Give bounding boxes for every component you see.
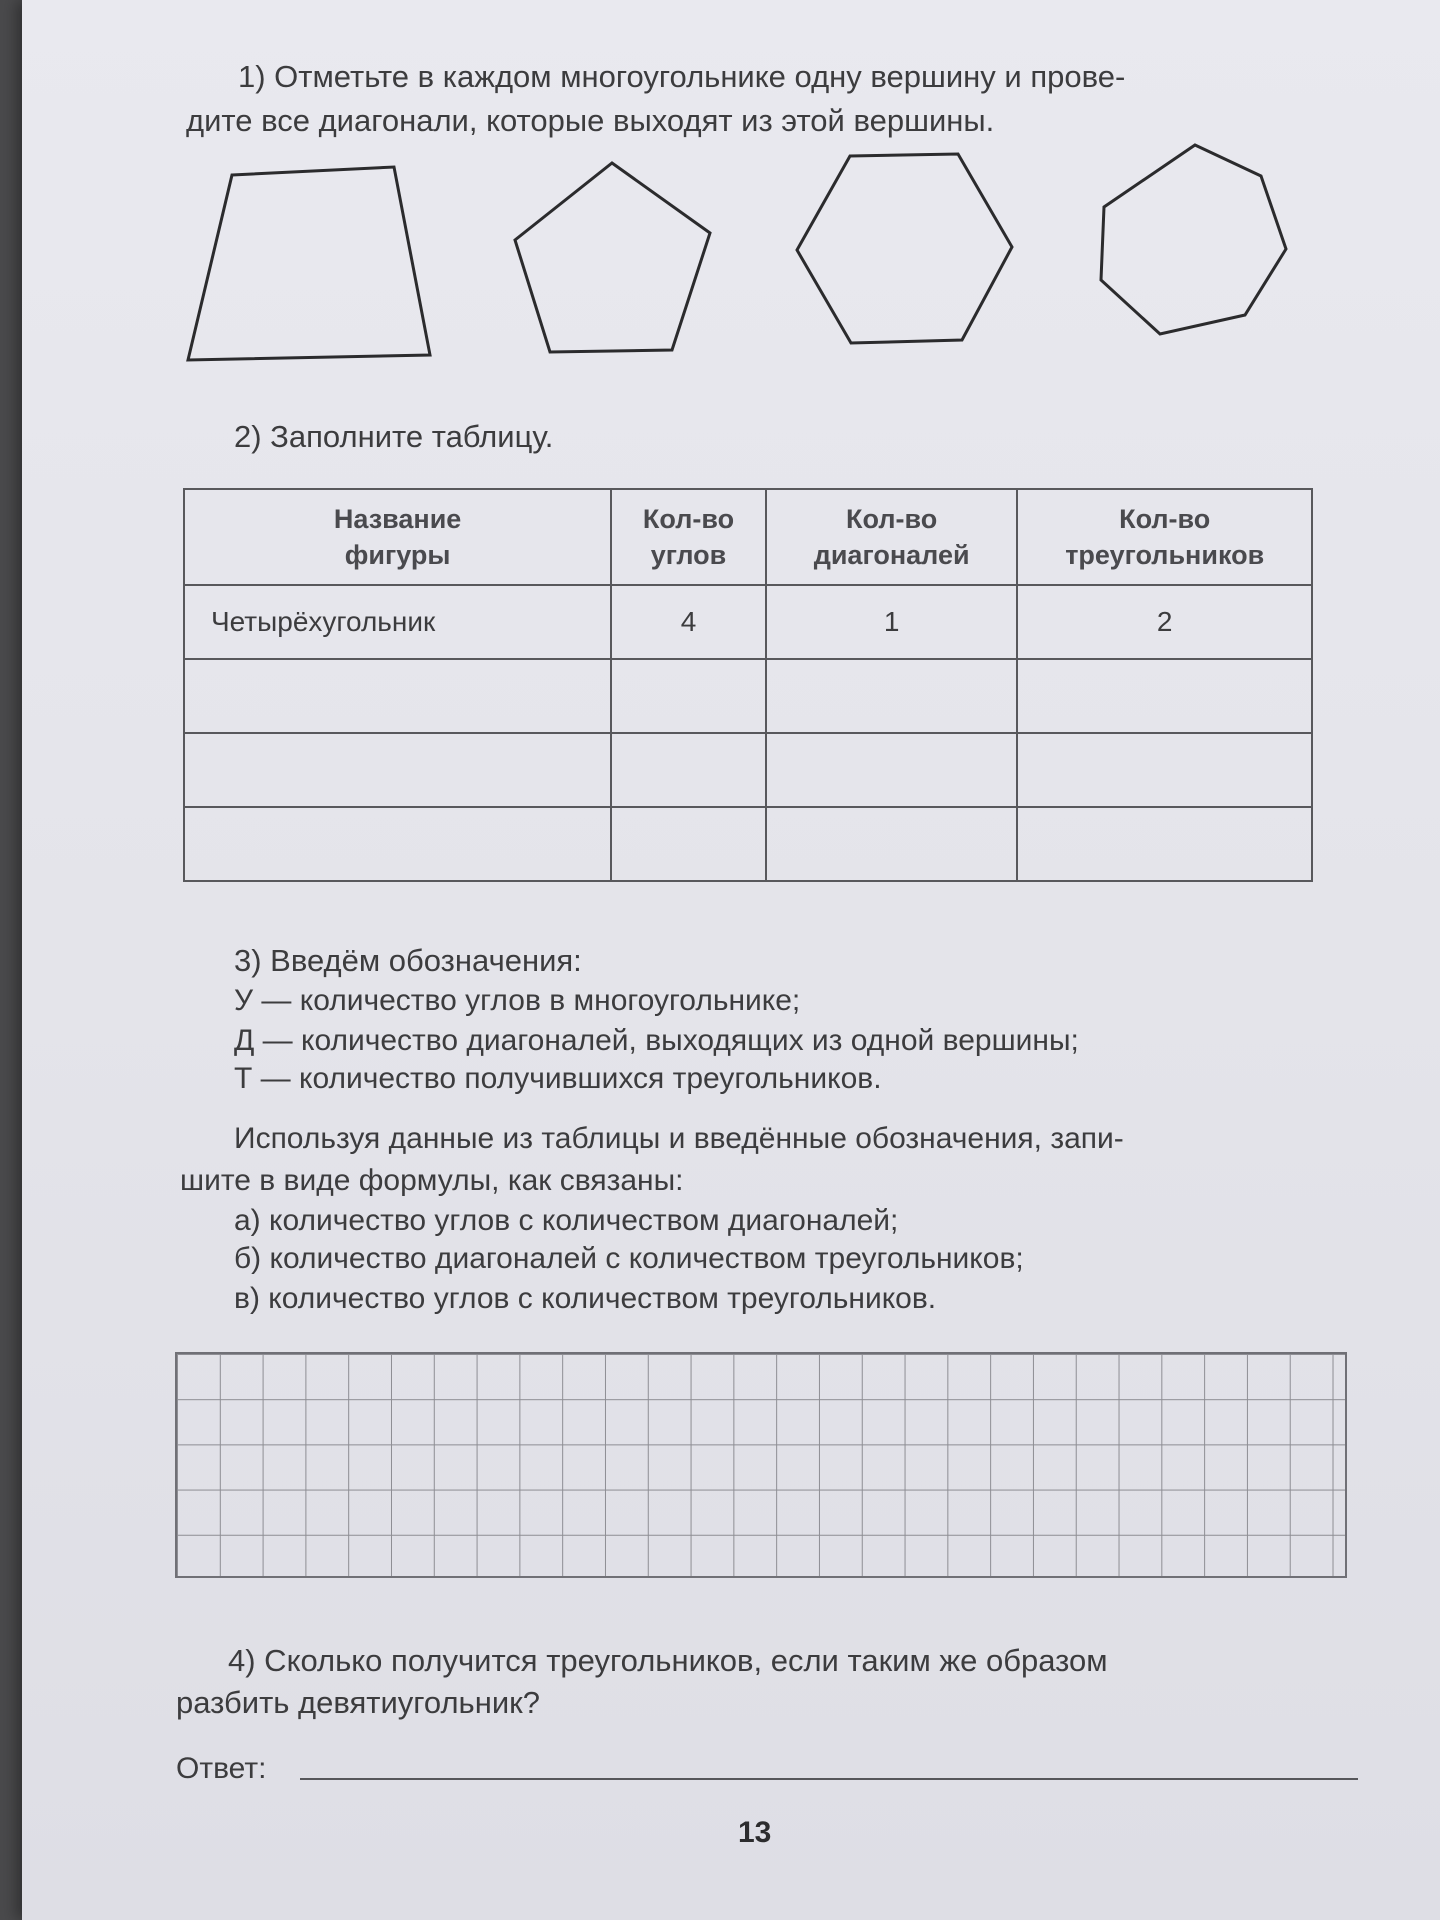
header-diagonals: Кол-во диагоналей — [766, 489, 1018, 585]
pentagon-shape — [515, 163, 710, 352]
cell-diagonals[interactable]: 1 — [766, 585, 1018, 659]
cell-name[interactable] — [184, 659, 611, 733]
item-b: б) количество диагоналей с количеством треугольников; — [234, 1242, 1024, 1275]
cell-name[interactable]: Четырёхугольник — [184, 585, 611, 659]
answer-label: Ответ: — [176, 1752, 267, 1785]
answer-line[interactable] — [300, 1778, 1358, 1780]
cell-diagonals[interactable] — [766, 659, 1018, 733]
table-row — [184, 585, 1312, 659]
table-row — [184, 733, 1312, 807]
table-header-row — [184, 489, 1312, 585]
instruction-line2: шите в виде формулы, как связаны: — [180, 1164, 684, 1197]
task4-line2: разбить девятиугольник? — [176, 1685, 540, 1720]
cell-triangles[interactable]: 2 — [1017, 585, 1312, 659]
definition-u: У — количество углов в многоугольнике; — [234, 984, 801, 1017]
quadrilateral-shape — [188, 167, 430, 360]
task1-line2: дите все диагонали, которые выходят из этой вершины. — [186, 103, 995, 138]
polygons-figure — [0, 0, 1440, 400]
page-number: 13 — [738, 1816, 772, 1849]
header-triangles: Кол-во треугольников — [1017, 489, 1312, 585]
cell-angles[interactable] — [611, 659, 766, 733]
item-c: в) количество углов с количеством треугольников. — [234, 1282, 937, 1315]
cell-triangles[interactable] — [1017, 807, 1312, 881]
cell-diagonals[interactable] — [766, 733, 1018, 807]
header-angles: Кол-во углов — [611, 489, 766, 585]
cell-triangles[interactable] — [1017, 733, 1312, 807]
figures-table — [183, 488, 1313, 882]
cell-angles[interactable] — [611, 807, 766, 881]
cell-angles[interactable] — [611, 733, 766, 807]
cell-name[interactable] — [184, 807, 611, 881]
hexagon-shape — [797, 154, 1012, 343]
cell-diagonals[interactable] — [766, 807, 1018, 881]
task1-line1: 1) Отметьте в каждом многоугольнике одну вершину и прове- — [238, 59, 1126, 94]
instruction-line1: Используя данные из таблицы и введённые обозначения, запи- — [234, 1122, 1124, 1155]
cell-name[interactable] — [184, 733, 611, 807]
cell-triangles[interactable] — [1017, 659, 1312, 733]
item-a: а) количество углов с количеством диагоналей; — [234, 1204, 899, 1237]
heptagon-shape — [1101, 145, 1286, 334]
table-row — [184, 659, 1312, 733]
task4-line1: 4) Сколько получится треугольников, если таким же образом — [228, 1643, 1108, 1678]
header-name: Название фигуры — [184, 489, 611, 585]
answer-grid[interactable] — [175, 1352, 1347, 1578]
cell-angles[interactable]: 4 — [611, 585, 766, 659]
table-row — [184, 807, 1312, 881]
definition-t: Т — количество получившихся треугольников. — [234, 1062, 882, 1095]
task2-title: 2) Заполните таблицу. — [234, 419, 554, 454]
task3-title: 3) Введём обозначения: — [234, 943, 582, 978]
definition-d: Д — количество диагоналей, выходящих из одной вершины; — [234, 1024, 1079, 1057]
